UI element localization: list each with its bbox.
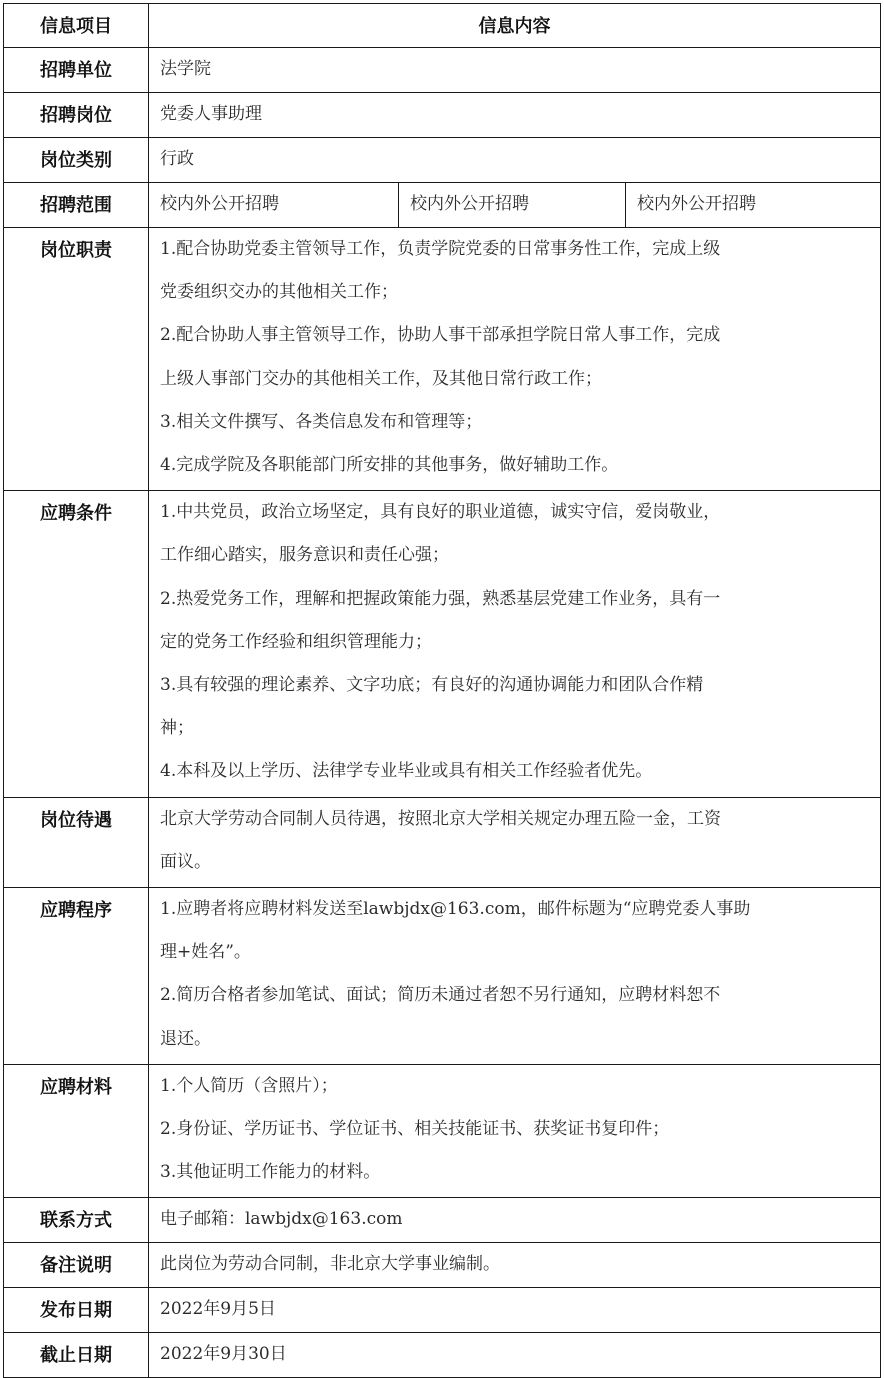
scope-value-2: 校内外公开招聘 (399, 183, 626, 228)
contact-row (4, 1198, 881, 1243)
duties-row (4, 228, 881, 491)
notes-value: 此岗位为劳动合同制，非北京大学事业编制。 (149, 1243, 881, 1288)
duties-line: 党委组织交办的其他相关工作； (160, 282, 398, 303)
procedure-line: 理+姓名”。 (160, 942, 251, 963)
procedure-value (149, 888, 881, 1065)
scope-row (4, 183, 881, 228)
position-value: 党委人事助理 (149, 93, 881, 138)
requirements-line: 3.具有较强的理论素养、文字功底；有良好的沟通协调能力和团队合作精 (160, 675, 704, 696)
duties-line: 上级人事部门交办的其他相关工作，及其他日常行政工作； (160, 368, 602, 389)
unit-value: 法学院 (149, 48, 881, 93)
notes-label: 备注说明 (4, 1243, 149, 1288)
duties-line: 2.配合协助人事主管领导工作，协助人事干部承担学院日常人事工作，完成 (160, 325, 721, 346)
benefits-line: 北京大学劳动合同制人员待遇，按照北京大学相关规定办理五险一金，工资 (160, 808, 721, 829)
materials-line: 1.个人简历（含照片）； (160, 1075, 338, 1096)
category-label: 岗位类别 (4, 138, 149, 183)
duties-label: 岗位职责 (4, 228, 149, 491)
header-row (4, 4, 881, 48)
requirements-line: 工作细心踏实，服务意识和责任心强； (160, 545, 449, 566)
scope-label: 招聘范围 (4, 183, 149, 228)
requirements-row (4, 491, 881, 797)
benefits-value (149, 797, 881, 887)
category-value: 行政 (149, 138, 881, 183)
requirements-line: 1.中共党员，政治立场坚定，具有良好的职业道德，诚实守信，爱岗敬业， (160, 502, 721, 523)
materials-line: 3.其他证明工作能力的材料。 (160, 1162, 381, 1183)
deadline-row (4, 1333, 881, 1378)
procedure-line: 2.简历合格者参加笔试、面试；简历未通过者恕不另行通知，应聘材料恕不 (160, 985, 721, 1006)
publish-date-value: 2022年9月5日 (149, 1288, 881, 1333)
contact-value: 电子邮箱：lawbjdx@163.com (149, 1198, 881, 1243)
materials-value (149, 1064, 881, 1198)
duties-line: 1.配合协助党委主管领导工作，负责学院党委的日常事务性工作，完成上级 (160, 239, 721, 259)
benefits-line: 面议。 (160, 851, 211, 872)
duties-value (149, 228, 881, 491)
header-content: 信息内容 (149, 4, 881, 48)
deadline-label: 截止日期 (4, 1333, 149, 1378)
procedure-label: 应聘程序 (4, 888, 149, 1065)
procedure-line: 1.应聘者将应聘材料发送至lawbjdx@163.com，邮件标题为“应聘党委人事助 (160, 899, 751, 920)
procedure-row (4, 888, 881, 1065)
position-label: 招聘岗位 (4, 93, 149, 138)
job-info-table (3, 3, 881, 1378)
materials-line: 2.身份证、学历证书、学位证书、相关技能证书、获奖证书复印件； (160, 1119, 670, 1140)
deadline-value: 2022年9月30日 (149, 1333, 881, 1378)
benefits-label: 岗位待遇 (4, 797, 149, 887)
requirements-line: 4.本科及以上学历、法律学专业毕业或具有相关工作经验者优先。 (160, 761, 653, 782)
duties-line: 3.相关文件撰写、各类信息发布和管理等； (160, 411, 483, 432)
position-row (4, 93, 881, 138)
contact-label: 联系方式 (4, 1198, 149, 1243)
category-row (4, 138, 881, 183)
requirements-line: 神； (160, 718, 194, 739)
publish-date-row (4, 1288, 881, 1333)
duties-line: 4.完成学院及各职能部门所安排的其他事务，做好辅助工作。 (160, 455, 619, 476)
unit-row (4, 48, 881, 93)
header-item: 信息项目 (4, 4, 149, 48)
unit-label: 招聘单位 (4, 48, 149, 93)
requirements-label: 应聘条件 (4, 491, 149, 797)
notes-row (4, 1243, 881, 1288)
requirements-line: 2.热爱党务工作，理解和把握政策能力强，熟悉基层党建工作业务，具有一 (160, 588, 721, 609)
requirements-value (149, 491, 881, 797)
materials-label: 应聘材料 (4, 1064, 149, 1198)
procedure-line: 退还。 (160, 1028, 211, 1049)
scope-value-3: 校内外公开招聘 (626, 183, 881, 228)
benefits-row (4, 797, 881, 887)
materials-row (4, 1064, 881, 1198)
requirements-line: 定的党务工作经验和组织管理能力； (160, 631, 432, 652)
scope-value-1: 校内外公开招聘 (149, 183, 399, 228)
publish-date-label: 发布日期 (4, 1288, 149, 1333)
